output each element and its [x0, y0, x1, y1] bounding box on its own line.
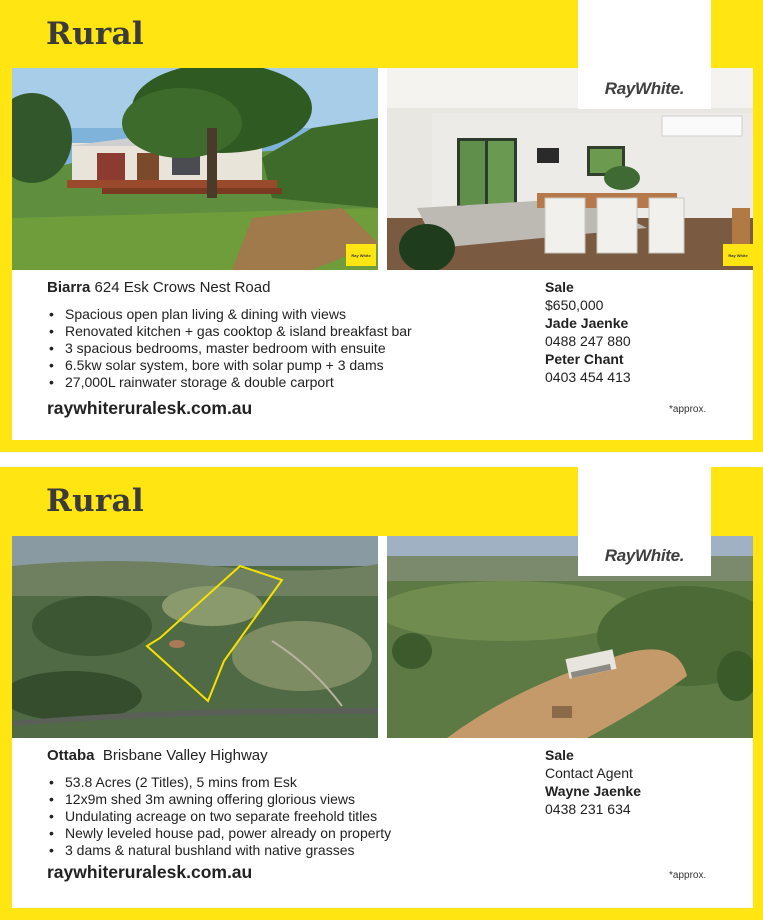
- ray-white-logo: RayWhite.: [578, 68, 711, 109]
- listing-heading: Rural: [46, 483, 144, 519]
- agent-name: Jade Jaenke: [545, 315, 629, 331]
- feature-item: • Newly leveled house pad, power already on property: [47, 825, 517, 842]
- feature-item: • 53.8 Acres (2 Titles), 5 mins from Esk: [47, 774, 517, 791]
- locality-name: Biarra: [47, 279, 91, 296]
- feature-item: • Spacious open plan living & dining with views: [47, 306, 517, 323]
- sale-info: [545, 746, 735, 818]
- feature-list: [47, 306, 517, 391]
- listing-card-ottaba: [0, 467, 763, 920]
- listing-divider: [0, 452, 763, 467]
- agent-name: Peter Chant: [545, 351, 624, 367]
- price-value: $650,000: [545, 297, 604, 313]
- logo-tab: [578, 467, 711, 536]
- logo-tab: [578, 0, 711, 68]
- listing-details: [47, 278, 517, 391]
- agent-name: Wayne Jaenke: [545, 783, 641, 799]
- feature-list: [47, 774, 517, 859]
- agent-phone[interactable]: 0488 247 880: [545, 333, 631, 349]
- listing-details: [47, 746, 517, 859]
- feature-item: • Renovated kitchen + gas cooktop & island breakfast bar: [47, 323, 517, 340]
- agent-phone[interactable]: 0438 231 634: [545, 801, 631, 817]
- ray-white-logo: RayWhite.: [578, 536, 711, 576]
- house-exterior-photo: [12, 68, 378, 270]
- agent-phone[interactable]: 0403 454 413: [545, 369, 631, 385]
- feature-item: • 3 spacious bedrooms, master bedroom with ensuite: [47, 340, 517, 357]
- feature-item: • 3 dams & natural bushland with native grasses: [47, 842, 517, 859]
- sale-info: [545, 278, 735, 386]
- listing-card-biarra: [0, 0, 763, 452]
- listing-panel: [12, 536, 753, 908]
- street-address: Brisbane Valley Highway: [94, 747, 268, 764]
- locality-name: Ottaba: [47, 747, 95, 764]
- feature-item: • 12x9m shed 3m awning offering glorious views: [47, 791, 517, 808]
- property-address: [47, 278, 517, 298]
- approx-footnote: *approx.: [669, 404, 707, 415]
- sale-label: Sale: [545, 279, 574, 295]
- agency-website-link[interactable]: raywhiteruralesk.com.au: [47, 862, 253, 882]
- property-address: [47, 746, 517, 766]
- photo-brand-badge: Ray White: [723, 244, 753, 266]
- sale-label: Sale: [545, 747, 574, 763]
- listing-heading: Rural: [46, 16, 144, 52]
- feature-item: • 27,000L rainwater storage & double carport: [47, 374, 517, 391]
- photo-brand-badge: Ray White: [346, 244, 376, 266]
- agency-website-link[interactable]: raywhiteruralesk.com.au: [47, 398, 253, 418]
- approx-footnote: *approx.: [669, 870, 707, 881]
- aerial-boundary-photo: [12, 536, 378, 738]
- feature-item: • 6.5kw solar system, bore with solar pump + 3 dams: [47, 357, 517, 374]
- feature-item: • Undulating acreage on two separate freehold titles: [47, 808, 517, 825]
- price-value: Contact Agent: [545, 765, 633, 781]
- street-address: 624 Esk Crows Nest Road: [90, 279, 271, 296]
- listing-panel: [12, 68, 753, 440]
